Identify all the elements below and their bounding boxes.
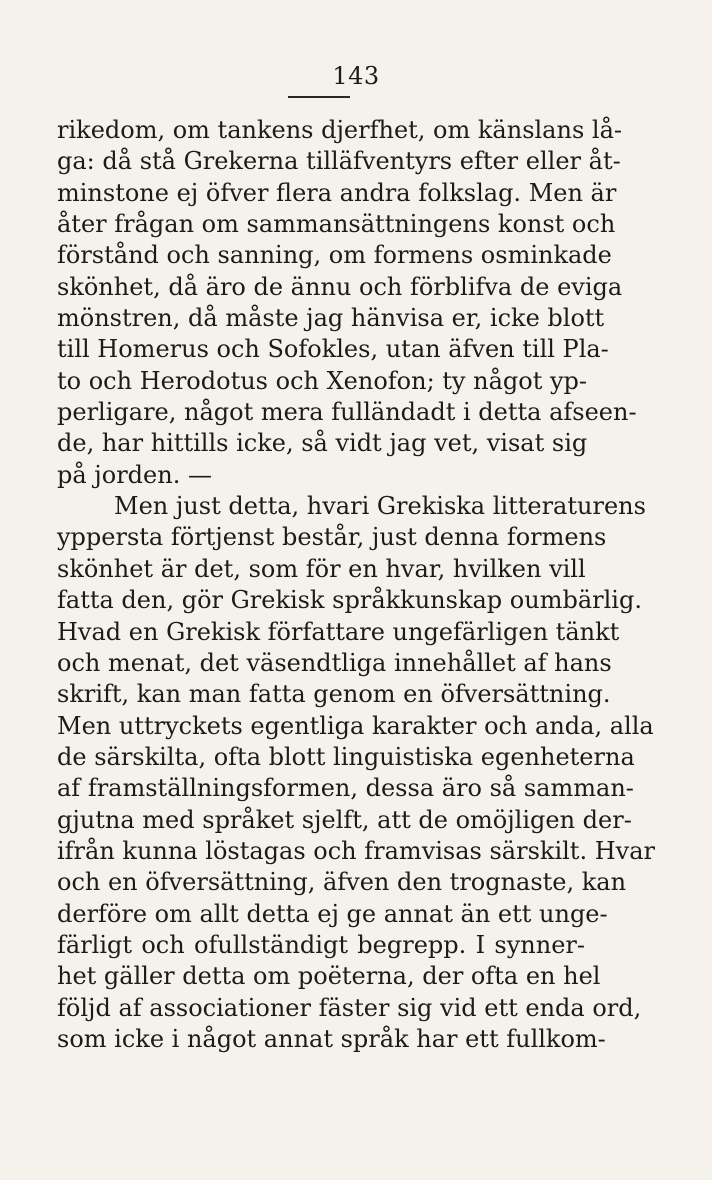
text-line: ifrån kunna löstagas och framvisas särskilt. Hvar (57, 836, 655, 865)
text-line: to och Herodotus och Xenofon; ty något yp- (57, 366, 588, 395)
text-line: het gäller detta om poëterna, der ofta en hel (57, 962, 601, 991)
text-line: skönhet, då äro de ännu och förblifva de eviga (57, 272, 623, 301)
text-line: skrift, kan man fatta genom en öfversättning. (57, 680, 611, 709)
text-line: perligare, något mera fulländadt i detta afseen- (57, 398, 637, 427)
text-line: färligt och ofullständigt begrepp. I synner- (57, 930, 585, 959)
text-line: på jorden. — (57, 460, 212, 489)
text-line: och menat, det väsendtliga innehållet af hans (57, 648, 612, 677)
text-line: Men uttryckets egentliga karakter och anda, alla (57, 711, 654, 740)
text-line: skönhet är det, som för en hvar, hvilken vill (57, 554, 586, 583)
text-line: till Homerus och Sofokles, utan äfven till Pla- (57, 335, 609, 364)
text-line: och en öfversättning, äfven den trognaste, kan (57, 868, 627, 897)
text-line: som icke i något annat språk har ett fullkom- (57, 1024, 606, 1053)
text-line: förstånd och sanning, om formens osminkade (57, 241, 612, 270)
text-line: gjutna med språket sjelft, att de omöjligen der- (57, 805, 632, 834)
page-number-rule (288, 96, 350, 98)
text-line: åter frågan om sammansättningens konst och (57, 210, 616, 239)
text-line: de, har hittills icke, så vidt jag vet, visat sig (57, 429, 588, 458)
text-line: Men just detta, hvari Grekiska litteraturens (114, 492, 646, 521)
text-line: derföre om allt detta ej ge annat än ett unge- (57, 899, 608, 928)
body-text (57, 115, 655, 1055)
page-number: 143 (332, 62, 380, 90)
text-line: ga: då stå Grekerna tilläfventyrs efter eller åt- (57, 147, 621, 176)
text-line: Hvad en Grekisk författare ungefärligen tänkt (57, 617, 620, 646)
text-line: yppersta förtjenst består, just denna formens (57, 523, 607, 552)
text-line: de särskilta, ofta blott linguistiska egenheterna (57, 742, 635, 771)
text-line: minstone ej öfver flera andra folkslag. Men är (57, 178, 617, 207)
text-line: mönstren, då måste jag hänvisa er, icke blott (57, 304, 605, 333)
text-line: följd af associationer fäster sig vid ett enda ord, (57, 993, 642, 1022)
text-line: rikedom, om tankens djerfhet, om känslans lå- (57, 116, 622, 144)
text-line: fatta den, gör Grekisk språkkunskap oumbärlig. (57, 586, 642, 615)
text-line: af framställningsformen, dessa äro så samman- (57, 774, 634, 803)
